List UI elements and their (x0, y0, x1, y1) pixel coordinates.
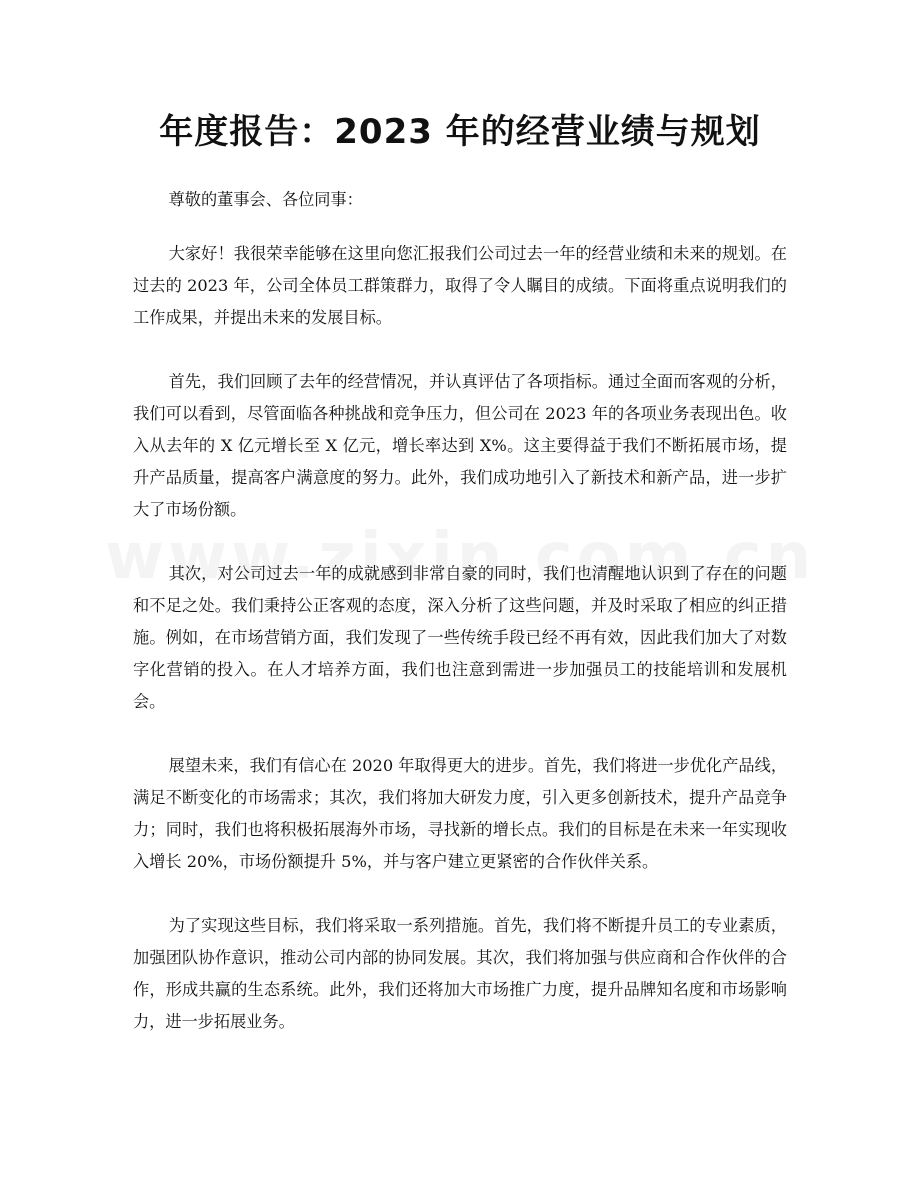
paragraph-outlook: 展望未来，我们有信心在 2020 年取得更大的进步。首先，我们将进一步优化产品线，满足不断变化的市场需求；其次，我们将加大研发力度，引入更多创新技术，提升产品竞争力；同时，我们也将积极拓展海外市场，寻找新的增长点。我们的目标是在未来一年实现收入增长 20%，市场份额提升 5%，并与客户建立更紧密的合作伙伴关系。 (133, 756, 787, 871)
salutation: 尊敬的董事会、各位同事： (168, 190, 363, 209)
document-title: 年度报告：2023 年的经营业绩与规划 (159, 112, 761, 152)
paragraph-problems: 其次，对公司过去一年的成就感到非常自豪的同时，我们也清醒地认识到了存在的问题和不足之处。我们秉持公正客观的态度，深入分析了这些问题，并及时采取了相应的纠正措施。例如，在市场营销方面，我们发现了一些传统手段已经不再有效，因此我们加大了对数字化营销的投入。在人才培养方面，我们也注意到需进一步加强员工的技能培训和发展机会。 (133, 564, 787, 711)
document-body (133, 184, 787, 1070)
paragraph-intro: 大家好！我很荣幸能够在这里向您汇报我们公司过去一年的经营业绩和未来的规划。在过去的 2023 年，公司全体员工群策群力，取得了令人瞩目的成绩。下面将重点说明我们的工作成果，并提出未来的发展目标。 (133, 244, 787, 327)
paragraph-measures: 为了实现这些目标，我们将采取一系列措施。首先，我们将不断提升员工的专业素质，加强团队协作意识，推动公司内部的协同发展。其次，我们将加强与供应商和合作伙伴的合作，形成共赢的生态系统。此外，我们还将加大市场推广力度，提升品牌知名度和市场影响力，进一步拓展业务。 (133, 916, 787, 1031)
paragraph-review: 首先，我们回顾了去年的经营情况，并认真评估了各项指标。通过全面而客观的分析，我们可以看到，尽管面临各种挑战和竞争压力，但公司在 2023 年的各项业务表现出色。收入从去年的 X 亿元增长至 X 亿元，增长率达到 X%。这主要得益于我们不断拓展市场，提升产品质量，提高客户满意度的努力。此外，我们成功地引入了新技术和新产品，进一步扩大了市场份额。 (133, 372, 787, 519)
